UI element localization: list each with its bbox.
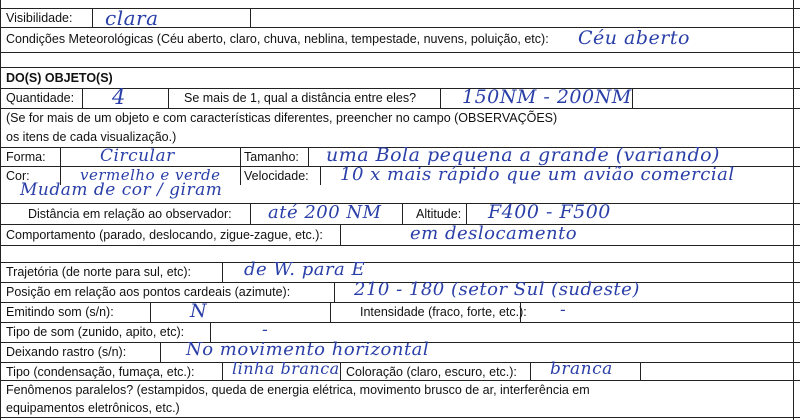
trail-type-value[interactable]: linha branca bbox=[232, 359, 340, 378]
quantity-value[interactable]: 4 bbox=[112, 85, 126, 109]
row-behavior bbox=[0, 224, 800, 246]
weather-label: Condições Meteorológicas (Céu aberto, claro, chuva, neblina, tempestade, nuvens, poluição, etc): bbox=[6, 32, 549, 46]
shape-value[interactable]: Circular bbox=[100, 146, 175, 166]
row-trail-type-color bbox=[0, 359, 800, 380]
row-phenomena bbox=[0, 380, 800, 418]
altitude-label: Altitude: bbox=[416, 207, 462, 221]
altitude-value[interactable]: F400 - F500 bbox=[488, 201, 611, 223]
trail-color-label: Coloração (claro, escuro, etc.): bbox=[346, 365, 517, 379]
phenomena-line1: Fenômenos paralelos? (estampidos, queda de energia elétrica, movimento brusco de ar, interferência em bbox=[6, 383, 590, 397]
intensity-label: Intensidade (fraco, forte, etc.): bbox=[360, 305, 527, 319]
row-weather bbox=[0, 27, 800, 52]
frame-right bbox=[793, 0, 794, 420]
row-azimuth bbox=[0, 279, 800, 302]
trajectory-label: Trajetória (de norte para sul, etc): bbox=[6, 265, 192, 279]
sound-type-value[interactable]: - bbox=[262, 320, 269, 340]
observations-note-line2: os itens de cada visualização.) bbox=[6, 130, 177, 144]
spacer-row bbox=[0, 52, 800, 68]
speed-label: Velocidade: bbox=[244, 169, 309, 183]
azimuth-label: Posição em relação aos pontos cardeais (azimute): bbox=[6, 285, 291, 299]
intensity-value[interactable]: - bbox=[560, 300, 567, 320]
trail-value[interactable]: No movimento horizontal bbox=[186, 339, 430, 360]
color-value[interactable]: vermelho e verde bbox=[80, 166, 221, 184]
behavior-label: Comportamento (parado, deslocando, zigue-zague, etc.): bbox=[6, 228, 323, 242]
trail-type-label: Tipo (condensação, fumaça, etc.): bbox=[6, 365, 195, 379]
phenomena-line2: equipamentos eletrônicos, etc.) bbox=[6, 401, 180, 415]
row-sound-intensity bbox=[0, 302, 800, 322]
distance-between-value[interactable]: 150NM - 200NM bbox=[462, 86, 632, 108]
quantity-label: Quantidade: bbox=[6, 91, 75, 105]
row-quantity bbox=[0, 85, 800, 109]
trail-color-value[interactable]: branca bbox=[550, 359, 613, 379]
observations-note-line1: (Se for mais de um objeto e com características diferentes, preencher no campo (OBSERVAÇÕES) bbox=[6, 111, 558, 125]
observer-distance-label: Distância em relação ao observador: bbox=[28, 207, 232, 221]
row-visibility bbox=[0, 8, 800, 28]
sound-type-label: Tipo de som (zunido, apito, etc): bbox=[6, 325, 185, 339]
behavior-value[interactable]: em deslocamento bbox=[410, 223, 578, 244]
observer-distance-value[interactable]: até 200 NM bbox=[268, 202, 382, 223]
sound-value[interactable]: N bbox=[190, 300, 208, 322]
section-objects-title: DO(S) OBJETO(S) bbox=[6, 71, 113, 85]
size-value[interactable]: uma Bola pequena a grande (variando) bbox=[326, 144, 720, 166]
color-note[interactable]: Mudam de cor / giram bbox=[20, 180, 223, 200]
trail-label: Deixando rastro (s/n): bbox=[6, 345, 127, 359]
shape-label: Forma: bbox=[6, 150, 46, 164]
sound-label: Emitindo som (s/n): bbox=[6, 305, 114, 319]
speed-value[interactable]: 10 x mais rápido que um avião comercial bbox=[340, 164, 735, 185]
trajectory-value[interactable]: de W. para E bbox=[244, 259, 366, 280]
color-label: Cor: bbox=[6, 169, 30, 183]
distance-question-label: Se mais de 1, qual a distância entre eles? bbox=[184, 91, 417, 105]
weather-value[interactable]: Céu aberto bbox=[578, 27, 690, 49]
visibility-label: Visibilidade: bbox=[6, 11, 73, 25]
row-observations-note bbox=[0, 108, 800, 147]
row-distance-altitude bbox=[0, 203, 800, 224]
size-label: Tamanho: bbox=[244, 150, 299, 164]
azimuth-value[interactable]: 210 - 180 (setor Sul (sudeste) bbox=[354, 279, 640, 300]
row-trail bbox=[0, 339, 800, 362]
visibility-value[interactable]: clara bbox=[105, 6, 159, 30]
frame-left bbox=[0, 0, 1, 420]
